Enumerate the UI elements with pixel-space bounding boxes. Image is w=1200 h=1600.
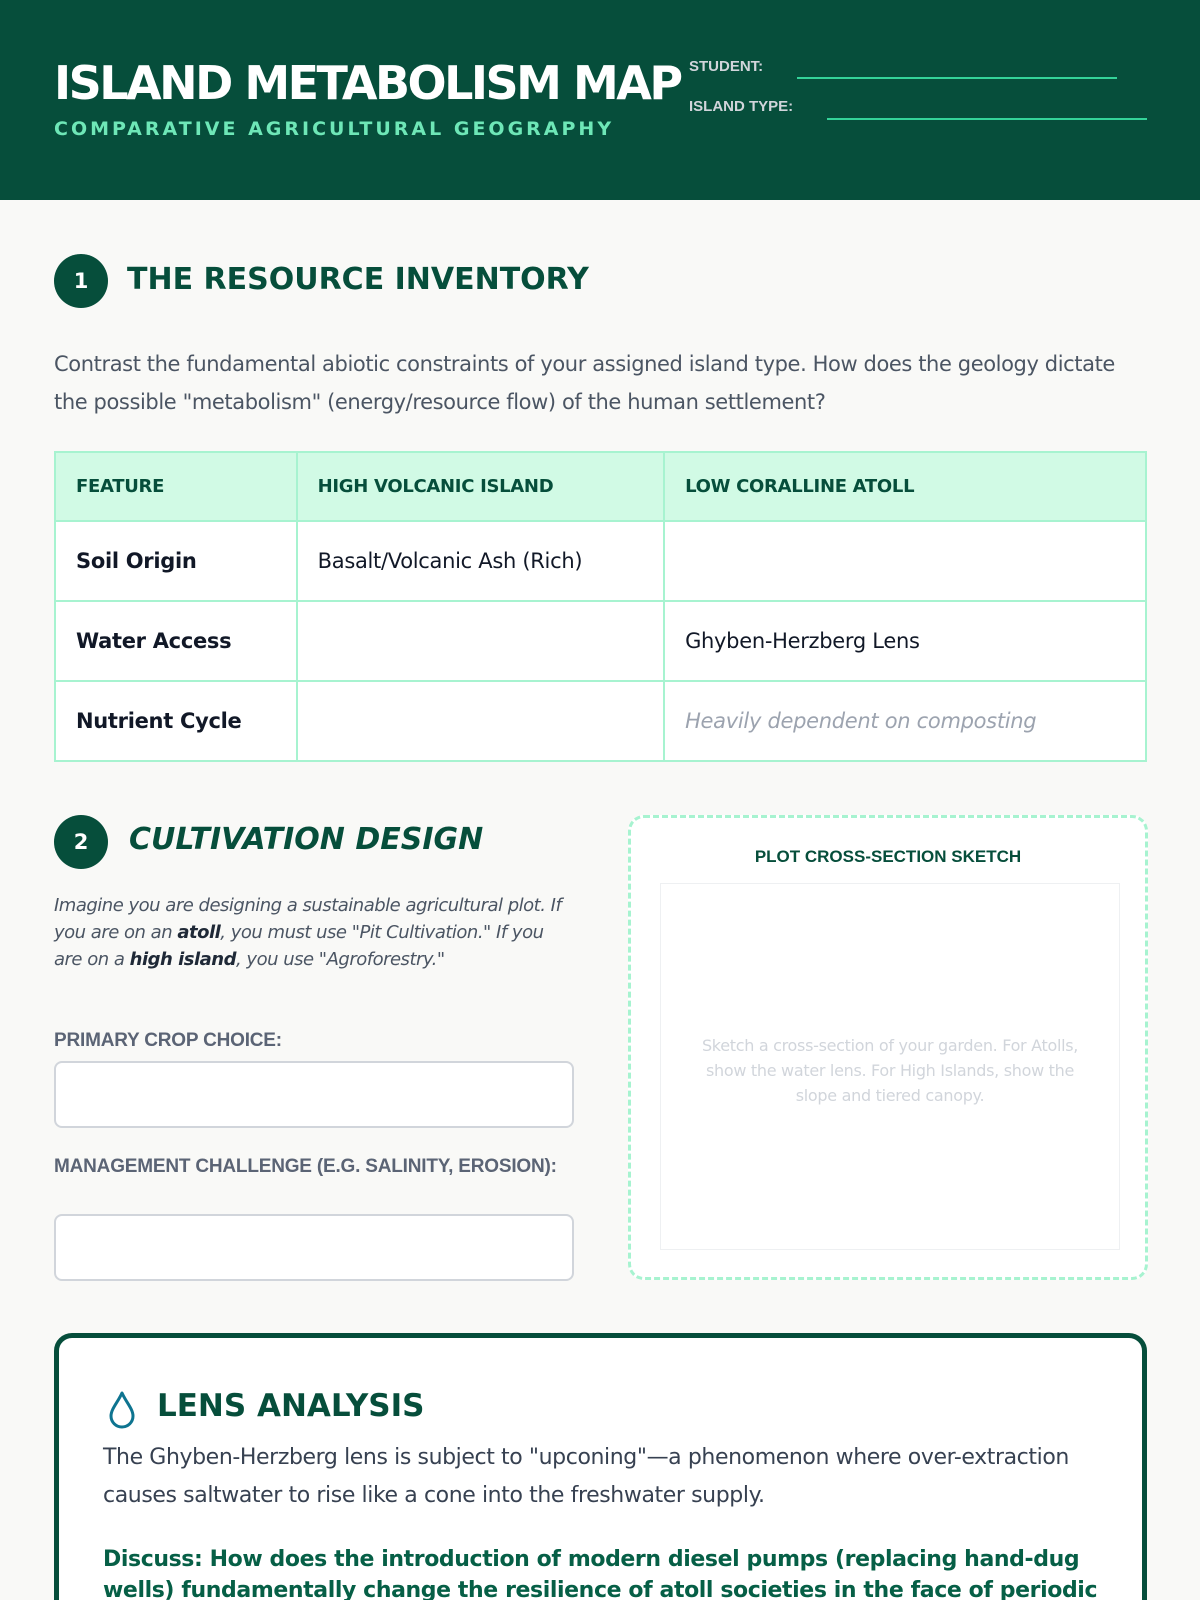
feature-cell: Nutrient Cycle: [55, 681, 297, 761]
section-2-number: 2: [54, 815, 108, 869]
crop-choice-label: PRIMARY CROP CHOICE:: [54, 1030, 282, 1051]
high-island-cell[interactable]: Basalt/Volcanic Ash (Rich): [297, 521, 664, 601]
lens-title: LENS ANALYSIS: [157, 1388, 425, 1424]
feature-cell: Water Access: [55, 601, 297, 681]
sketch-area[interactable]: [660, 883, 1120, 1250]
table-header-row: [55, 452, 1146, 521]
high-island-cell[interactable]: [297, 601, 664, 681]
column-header: HIGH VOLCANIC ISLAND: [297, 452, 664, 521]
resource-inventory-table: [54, 451, 1147, 762]
table-row: [55, 681, 1146, 761]
atoll-cell[interactable]: Ghyben-Herzberg Lens: [664, 601, 1146, 681]
island-type-field[interactable]: [827, 118, 1147, 120]
sketch-panel: [628, 815, 1148, 1280]
lens-body: The Ghyben-Herzberg lens is subject to "upconing"—a phenomenon where over-extraction causes saltwater to rise like a cone into the freshwater supply.: [103, 1445, 1069, 1508]
crop-choice-input[interactable]: [54, 1061, 574, 1128]
lens-discussion-prompt: Discuss: How does the introduction of modern diesel pumps (replacing hand-dug wells) fundamentally change the resilience of atoll societies in the face of periodic: [103, 1547, 1098, 1600]
atoll-cell[interactable]: Heavily dependent on composting: [664, 681, 1146, 761]
atoll-cell[interactable]: [664, 521, 1146, 601]
student-label: STUDENT:: [689, 58, 764, 75]
table-row: [55, 601, 1146, 681]
column-header: LOW CORALLINE ATOLL: [664, 452, 1146, 521]
island-type-label: ISLAND TYPE:: [689, 98, 794, 115]
sketch-hint: Sketch a cross-section of your garden. For Atolls, show the water lens. For High Islands, show the slope and tiered canopy.: [701, 1036, 1079, 1105]
student-field[interactable]: [797, 77, 1117, 79]
header: [0, 0, 1200, 200]
section-2-description: Imagine you are designing a sustainable agricultural plot. If you are on an atoll, you must use "Pit Cultivation." If you are on a high island, you use "Agroforestry.": [54, 895, 562, 970]
column-header: FEATURE: [55, 452, 297, 521]
lens-analysis-panel: [54, 1333, 1147, 1600]
water-drop-icon: [107, 1389, 137, 1429]
sketch-title: PLOT CROSS-SECTION SKETCH: [754, 847, 1022, 866]
feature-cell: Soil Origin: [55, 521, 297, 601]
section-1-intro: Contrast the fundamental abiotic constraints of your assigned island type. How does the geology dictate the possible "metabolism" (energy/resource flow) of the human settlement?: [54, 352, 1115, 414]
table-row: [55, 521, 1146, 601]
management-challenge-label: MANAGEMENT CHALLENGE (E.G. SALINITY, EROSION):: [54, 1156, 557, 1177]
page-subtitle: COMPARATIVE AGRICULTURAL GEOGRAPHY: [54, 118, 615, 140]
section-1-title: THE RESOURCE INVENTORY: [127, 262, 589, 297]
section-2-title: CULTIVATION DESIGN: [129, 822, 484, 857]
high-island-cell[interactable]: [297, 681, 664, 761]
section-1-number: 1: [54, 254, 108, 308]
page-title: ISLAND METABOLISM MAP: [54, 56, 681, 110]
management-challenge-input[interactable]: [54, 1214, 574, 1281]
